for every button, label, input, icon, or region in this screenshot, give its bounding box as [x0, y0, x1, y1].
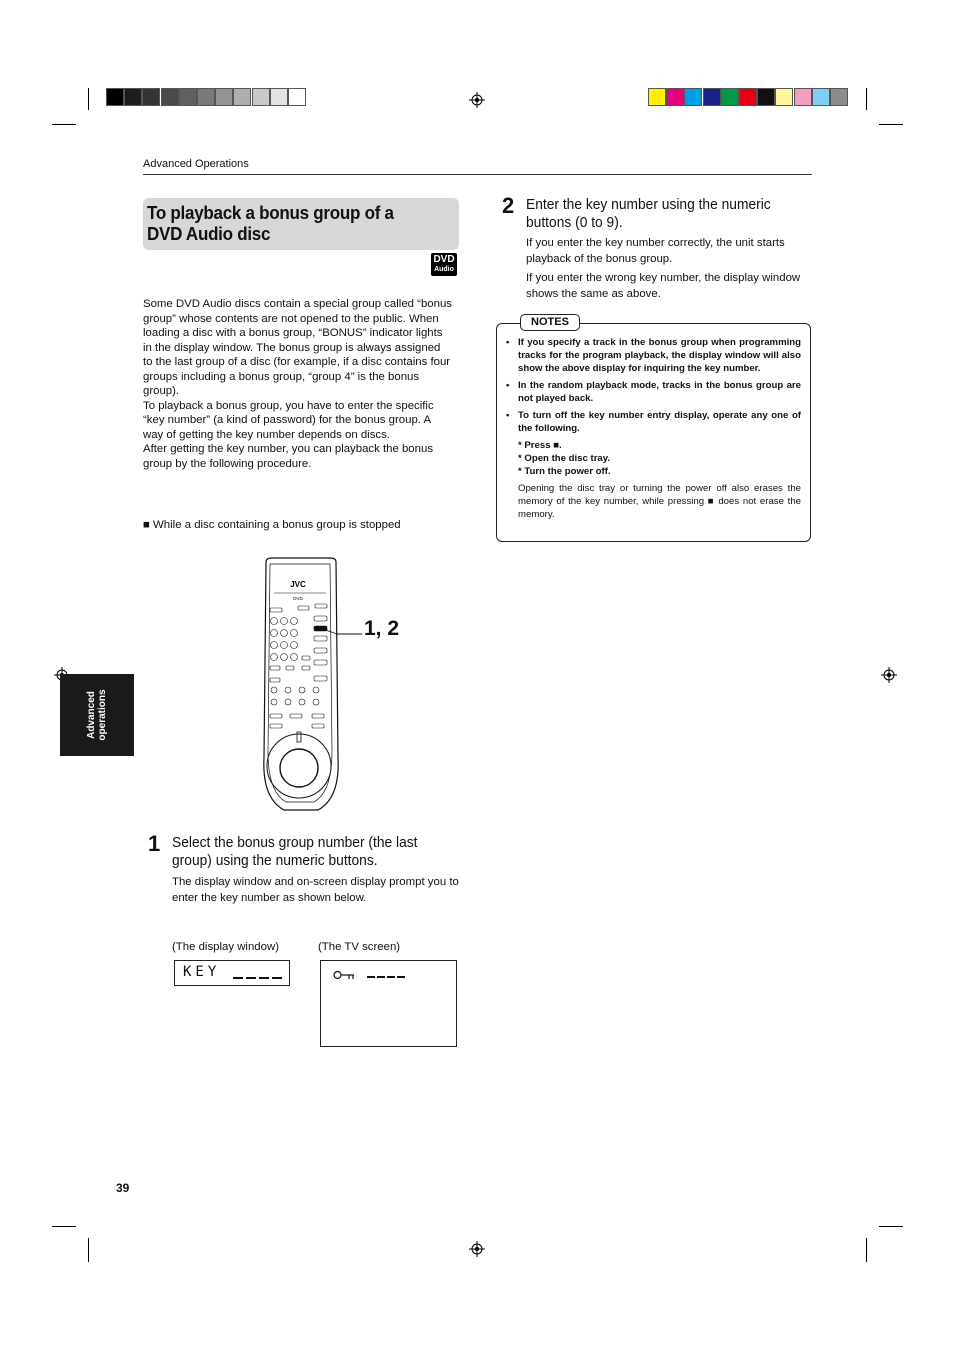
intro-text: [143, 297, 453, 471]
step1-number: 1: [148, 831, 161, 856]
intro-paragraph: To playback a bonus group, you have to enter the specific “key number” (a kind of password) for the bonus group. A way of getting the key number depends on discs.: [143, 399, 434, 441]
intro-paragraph: Some DVD Audio discs contain a special group called “bonus group” whose contents are not opened to the public. When loading a disc with a bonus group, “BONUS” indicator lights in the display window. The bonus group is always assigned to the last group of a disc (for example, if a disc contains four groups including a bonus group, “group 4” is the bonus group).: [143, 298, 452, 397]
header-rule: [143, 174, 812, 175]
color-swatch: [288, 88, 306, 106]
step1-body: The display window and on-screen display prompt you to enter the key number as shown below.: [172, 876, 459, 904]
page-title: To playback a bonus group of a DVD Audio disc: [147, 202, 394, 244]
notes-body: [506, 336, 801, 521]
key-icon: [333, 970, 355, 980]
color-swatch: [161, 88, 179, 106]
step2-body-2: If you enter the wrong key number, the display window shows the same as above.: [526, 272, 801, 300]
tv-caption: (The TV screen): [318, 941, 401, 953]
note-item: • In the random playback mode, tracks in the bonus group are not played back.: [506, 380, 801, 404]
dvd-audio-logo: [431, 253, 457, 276]
crop-mark: [88, 88, 89, 110]
color-swatch: [179, 88, 197, 106]
color-swatch: [757, 88, 775, 106]
color-swatch: [233, 88, 251, 106]
color-swatch: [812, 88, 830, 106]
crop-mark: [88, 1238, 89, 1262]
crop-mark: [879, 1226, 903, 1227]
color-swatch: [721, 88, 739, 106]
color-swatch: [124, 88, 142, 106]
side-tab-line1: Advanced: [86, 691, 97, 739]
intro-paragraph: After getting the key number, you can playback the bonus group by the following procedure.: [143, 443, 434, 470]
color-swatch: [739, 88, 757, 106]
color-swatch: [830, 88, 848, 106]
logo-line2: Audio: [434, 266, 454, 273]
tv-screen: [320, 960, 457, 1047]
display-window: [174, 960, 290, 986]
color-swatch: [215, 88, 233, 106]
color-swatch: [197, 88, 215, 106]
side-tab: [60, 674, 134, 756]
color-swatch: [703, 88, 721, 106]
note-sub-item: * Press ■.: [518, 440, 562, 451]
color-swatch: [684, 88, 702, 106]
crop-mark: [52, 124, 76, 125]
color-swatch: [666, 88, 684, 106]
condition-text: ■ While a disc containing a bonus group is stopped: [143, 519, 401, 531]
note-item: • If you specify a track in the bonus group when programming tracks for the program playback, the display window will also show the above display for inquiring the key number.: [506, 337, 801, 374]
remote-callout: 1, 2: [364, 617, 400, 640]
step2-title: Enter the key number using the numeric buttons (0 to 9).: [526, 196, 771, 231]
display-caption: (The display window): [172, 941, 279, 953]
display-key-text: KEY: [183, 964, 221, 980]
remote-control-icon: [258, 556, 368, 812]
note-sub-item: * Open the disc tray.: [518, 453, 611, 464]
logo-line1: DVD: [433, 254, 455, 265]
note-item: • To turn off the key number entry display, operate any one of the following.: [506, 410, 801, 434]
color-swatch: [106, 88, 124, 106]
color-swatch: [648, 88, 666, 106]
color-swatch: [794, 88, 812, 106]
crop-mark: [866, 88, 867, 110]
step1-title: Select the bonus group number (the last group) using the numeric buttons.: [172, 834, 418, 869]
remote-mode: DVD: [293, 596, 303, 601]
section-header: Advanced Operations: [143, 158, 249, 170]
color-swatch: [775, 88, 793, 106]
notes-label: NOTES: [520, 314, 580, 331]
crop-mark: [866, 1238, 867, 1262]
step2-number: 2: [502, 193, 515, 218]
side-tab-line2: operations: [97, 689, 108, 741]
registration-mark-icon: [469, 1241, 485, 1257]
step2-body-1: If you enter the key number correctly, the unit starts playback of the bonus group.: [526, 237, 785, 265]
note-sub-item: * Turn the power off.: [518, 466, 611, 477]
crop-mark: [879, 124, 903, 125]
color-swatch: [142, 88, 160, 106]
crop-mark: [52, 1226, 76, 1227]
color-swatch: [270, 88, 288, 106]
registration-mark-icon: [881, 667, 897, 683]
page-number: 39: [116, 1181, 130, 1195]
remote-brand: JVC: [290, 580, 306, 589]
color-swatch: [252, 88, 270, 106]
registration-mark-icon: [469, 92, 485, 108]
note-footer: Opening the disc tray or turning the power off also erases the memory of the key number, while pressing ■ does not erase the memory.: [518, 483, 801, 520]
